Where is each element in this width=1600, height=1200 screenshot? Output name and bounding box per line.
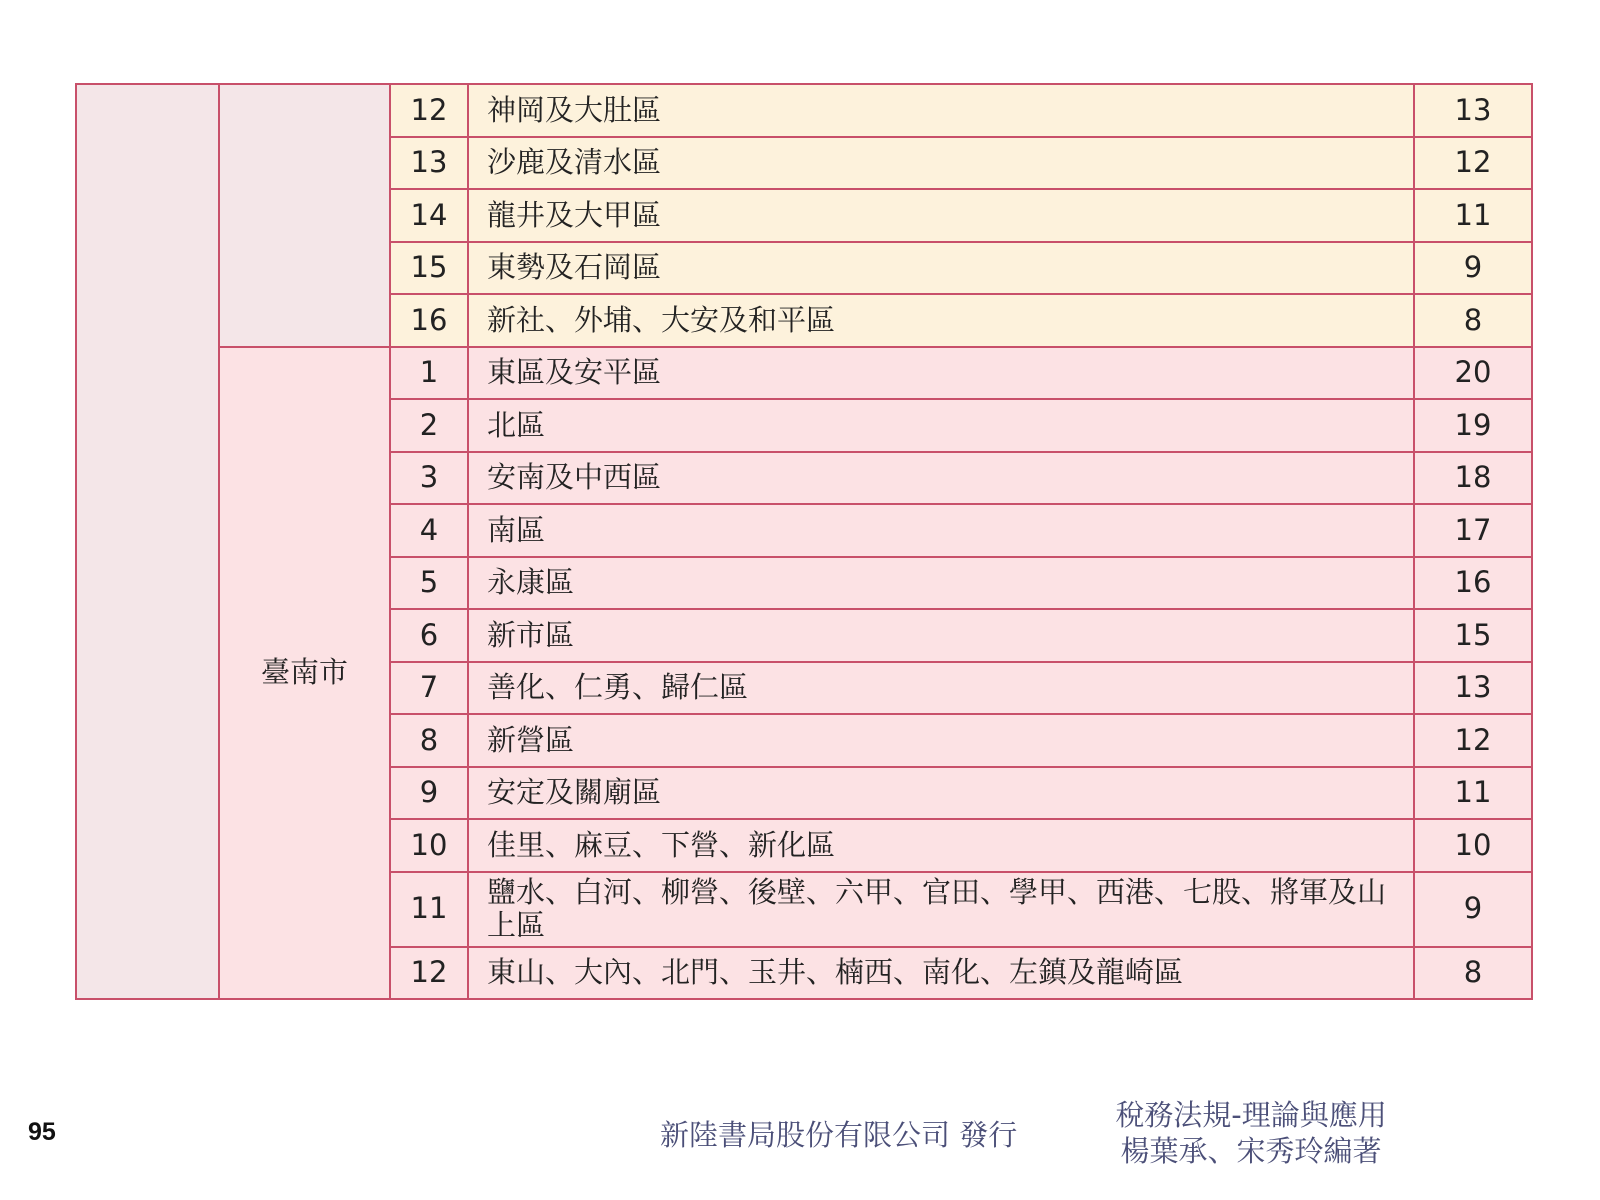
row-value: 20 — [1414, 347, 1532, 400]
row-number: 7 — [390, 662, 468, 715]
district-name: 新社、外埔、大安及和平區 — [468, 294, 1414, 347]
district-name: 神岡及大肚區 — [468, 84, 1414, 137]
district-name: 鹽水、白河、柳營、後壁、六甲、官田、學甲、西港、七股、將軍及山上區 — [468, 872, 1414, 947]
book-authors: 楊葉承、宋秀玲編著 — [1120, 1134, 1382, 1169]
district-name: 善化、仁勇、歸仁區 — [468, 662, 1414, 715]
district-name: 安南及中西區 — [468, 452, 1414, 505]
region-cell — [76, 84, 219, 999]
row-number: 4 — [390, 504, 468, 557]
row-value: 8 — [1414, 947, 1532, 1000]
table-row — [76, 84, 1532, 137]
district-name: 龍井及大甲區 — [468, 189, 1414, 242]
row-number: 10 — [390, 819, 468, 872]
row-number: 15 — [390, 242, 468, 295]
table-row — [76, 347, 1532, 400]
row-number: 12 — [390, 947, 468, 1000]
row-number: 1 — [390, 347, 468, 400]
row-value: 13 — [1414, 84, 1532, 137]
row-value: 11 — [1414, 189, 1532, 242]
district-name: 安定及關廟區 — [468, 767, 1414, 820]
row-number: 3 — [390, 452, 468, 505]
row-value: 11 — [1414, 767, 1532, 820]
row-number: 6 — [390, 609, 468, 662]
district-name: 東山、大內、北門、玉井、楠西、南化、左鎮及龍崎區 — [468, 947, 1414, 1000]
row-value: 19 — [1414, 399, 1532, 452]
row-value: 18 — [1414, 452, 1532, 505]
district-name: 北區 — [468, 399, 1414, 452]
row-number: 9 — [390, 767, 468, 820]
publisher-line: 新陸書局股份有限公司 發行 — [660, 1118, 1018, 1152]
row-value: 10 — [1414, 819, 1532, 872]
city-cell-taichung — [219, 84, 390, 347]
city-cell-tainan: 臺南市 — [219, 347, 390, 1000]
book-title: 稅務法規-理論與應用 — [1115, 1098, 1387, 1132]
book-info — [1100, 1097, 1402, 1170]
row-number: 13 — [390, 137, 468, 190]
row-value: 9 — [1414, 872, 1532, 947]
row-number: 5 — [390, 557, 468, 610]
district-name: 新營區 — [468, 714, 1414, 767]
row-value: 16 — [1414, 557, 1532, 610]
district-name: 新市區 — [468, 609, 1414, 662]
district-name: 沙鹿及清水區 — [468, 137, 1414, 190]
row-value: 12 — [1414, 714, 1532, 767]
row-number: 12 — [390, 84, 468, 137]
district-name: 東區及安平區 — [468, 347, 1414, 400]
district-name: 東勢及石岡區 — [468, 242, 1414, 295]
row-value: 13 — [1414, 662, 1532, 715]
row-number: 8 — [390, 714, 468, 767]
row-value: 8 — [1414, 294, 1532, 347]
row-number: 16 — [390, 294, 468, 347]
district-name: 永康區 — [468, 557, 1414, 610]
row-number: 2 — [390, 399, 468, 452]
district-name: 南區 — [468, 504, 1414, 557]
district-name: 佳里、麻豆、下營、新化區 — [468, 819, 1414, 872]
row-value: 17 — [1414, 504, 1532, 557]
row-value: 15 — [1414, 609, 1532, 662]
row-number: 14 — [390, 189, 468, 242]
tax-table — [75, 83, 1533, 1000]
row-number: 11 — [390, 872, 468, 947]
row-value: 9 — [1414, 242, 1532, 295]
page-number: 95 — [28, 1118, 56, 1146]
row-value: 12 — [1414, 137, 1532, 190]
